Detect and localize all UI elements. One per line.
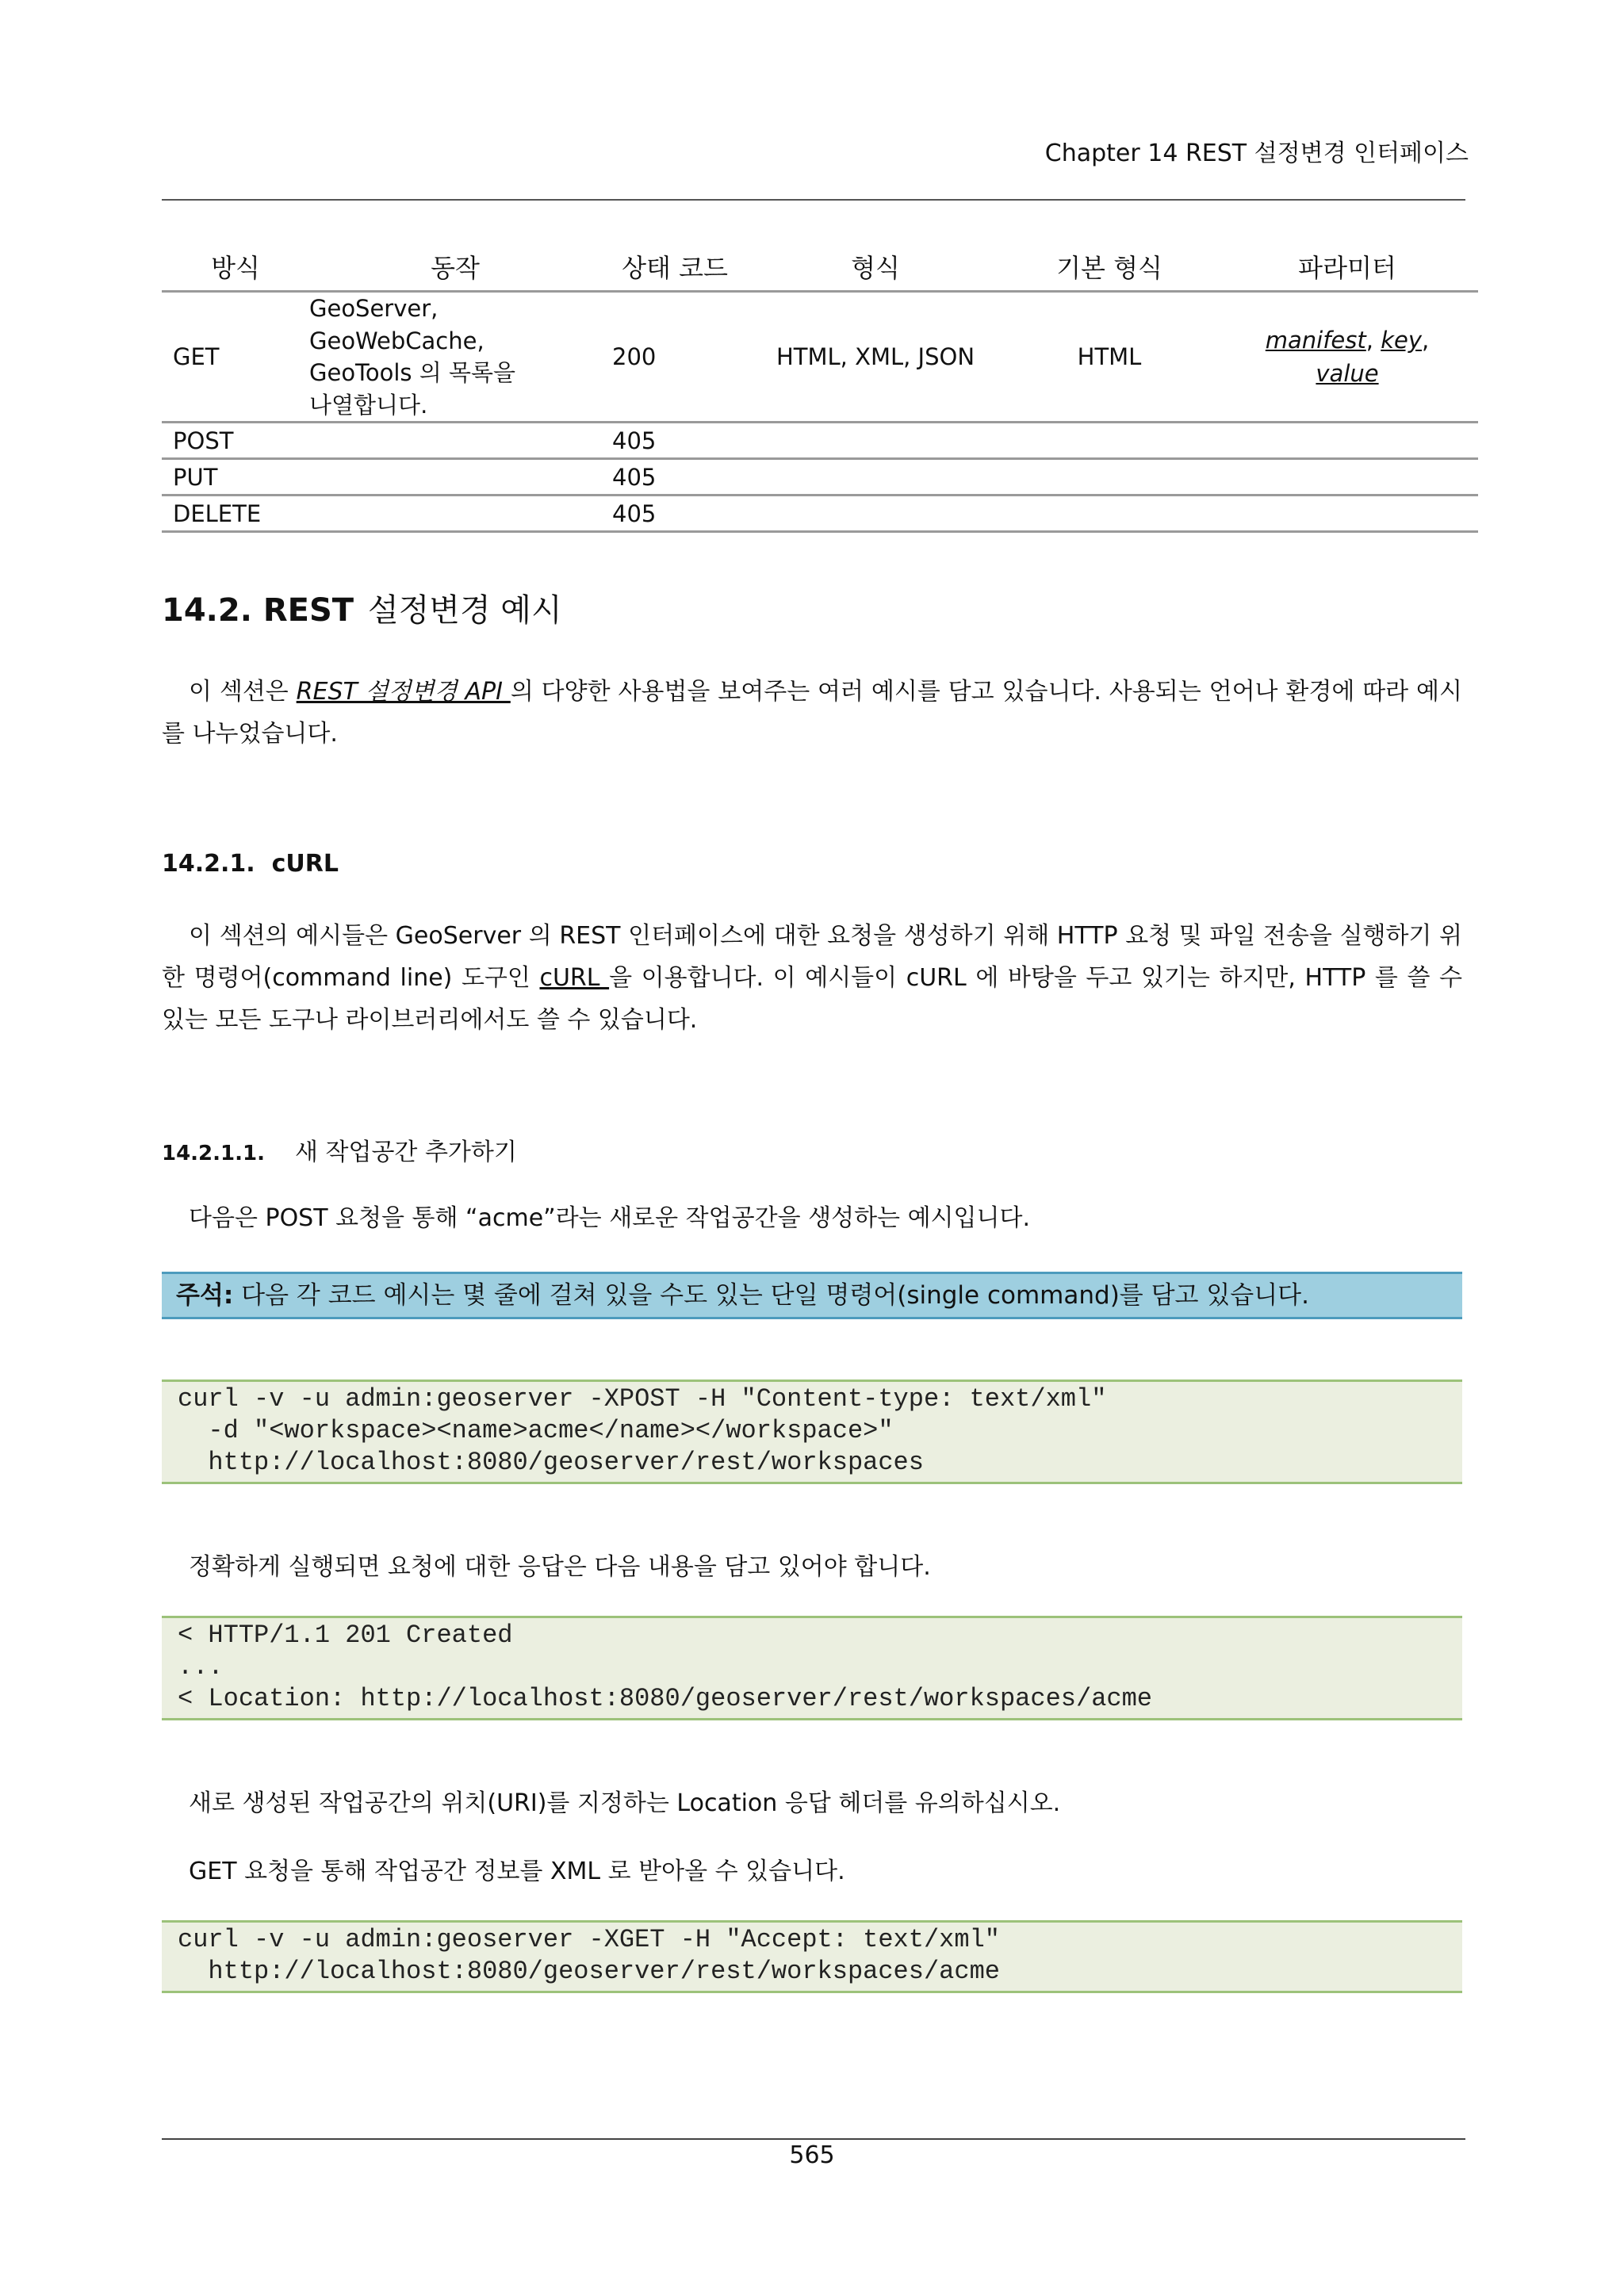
param-link-value[interactable]: value <box>1316 360 1379 388</box>
section-heading <box>162 585 562 630</box>
section-title: 설정변경 예시 <box>368 592 562 629</box>
code-line: http://localhost:8080/geoserver/rest/workspaces <box>178 1448 924 1477</box>
code-line: < Location: http://localhost:8080/geoserver/rest/workspaces/acme <box>178 1684 1152 1713</box>
subsection-title: cURL <box>271 850 339 878</box>
action-cell <box>309 459 601 496</box>
column-header-method: 방식 <box>162 243 309 292</box>
action-line: 나열합니다. <box>309 391 428 419</box>
rest-api-link[interactable]: REST 설정변경 API <box>296 678 511 706</box>
section-number: 14.2. REST <box>162 592 354 629</box>
note-box <box>162 1272 1462 1319</box>
table-row <box>162 423 1478 459</box>
column-header-status: 상태 코드 <box>601 243 749 292</box>
subsubsection-number: 14.2.1.1. <box>162 1142 265 1165</box>
column-header-action: 동작 <box>309 243 601 292</box>
code-line: http://localhost:8080/geoserver/rest/workspaces/acme <box>178 1957 1000 1986</box>
action-line: GeoServer, GeoWebCache, <box>309 295 485 354</box>
table-row <box>162 459 1478 496</box>
code-line: -d "<workspace><name>acme</name></workspace>" <box>178 1416 894 1445</box>
params-cell: manifest, key, value <box>1216 292 1478 423</box>
code-line: ... <box>178 1652 224 1682</box>
code-block-response <box>162 1616 1462 1720</box>
method-cell: POST <box>162 423 309 459</box>
subsection-number: 14.2.1. <box>162 850 255 878</box>
status-cell: 405 <box>601 496 749 532</box>
note-text: 다음 각 코드 예시는 몇 줄에 걸쳐 있을 수도 있는 단일 명령어(single command)를 담고 있습니다. <box>233 1281 1309 1310</box>
column-header-formats: 형식 <box>749 243 1002 292</box>
action-line: GeoTools 의 목록을 <box>309 359 515 387</box>
note-label: 주석: <box>176 1281 234 1310</box>
code-line: < HTTP/1.1 201 Created <box>178 1621 513 1650</box>
subsubsection-title: 새 작업공간 추가하기 <box>294 1138 517 1166</box>
page-number: 565 <box>789 2141 835 2169</box>
curl-link[interactable]: cURL <box>539 964 610 992</box>
rest-method-table <box>162 243 1478 533</box>
action-cell <box>309 423 601 459</box>
param-link-key[interactable]: key <box>1381 327 1423 354</box>
status-cell: 200 <box>601 292 749 423</box>
table-row <box>162 496 1478 532</box>
table-row <box>162 292 1478 423</box>
subsection-heading <box>162 850 339 878</box>
column-header-default-format: 기본 형식 <box>1002 243 1216 292</box>
status-cell: 405 <box>601 459 749 496</box>
code-block-get <box>162 1920 1462 1993</box>
param-link-manifest[interactable]: manifest <box>1265 327 1366 354</box>
method-cell: PUT <box>162 459 309 496</box>
response-paragraph: 정확하게 실행되면 요청에 대한 응답은 다음 내용을 담고 있어야 합니다. <box>189 1553 931 1581</box>
footer-divider <box>162 2138 1465 2140</box>
action-cell <box>309 292 601 423</box>
status-cell: 405 <box>601 423 749 459</box>
curl-intro-paragraph: 이 섹션의 예시들은 GeoServer 의 REST 인터페이스에 대한 요청을 생성하기 위해 HTTP 요청 및 파일 전송을 실행하기 위한 명령어(command line) 도구인 cURL 을 이용합니다. 이 예시들이 cURL 에 바탕을 두고 있기는 하지만, HTTP 를 쓸 수 있는 모든 도구나 라이브러리에서도 쓸 수 있습니다. <box>162 922 1462 1034</box>
get-example-paragraph: GET 요청을 통해 작업공간 정보를 XML 로 받아올 수 있습니다. <box>189 1858 845 1885</box>
subsubsection-heading <box>162 1132 517 1167</box>
code-block-post <box>162 1380 1462 1484</box>
location-note-paragraph: 새로 생성된 작업공간의 위치(URI)를 지정하는 Location 응답 헤더를 유의하십시오. <box>189 1789 1061 1817</box>
formats-cell: HTML, XML, JSON <box>749 292 1002 423</box>
action-cell <box>309 496 601 532</box>
header-divider <box>162 199 1465 201</box>
table-header-row <box>162 243 1478 292</box>
default-format-cell: HTML <box>1002 292 1216 423</box>
method-cell: GET <box>162 292 309 423</box>
column-header-parameters: 파라미터 <box>1216 243 1478 292</box>
post-example-paragraph: 다음은 POST 요청을 통해 “acme”라는 새로운 작업공간을 생성하는 예시입니다. <box>189 1204 1030 1232</box>
code-line: curl -v -u admin:geoserver -XGET -H "Accept: text/xml" <box>178 1925 1000 1954</box>
section-intro-paragraph: 이 섹션은 REST 설정변경 API 의 다양한 사용법을 보여주는 여러 예시를 담고 있습니다. 사용되는 언어나 환경에 따라 예시를 나누었습니다. <box>162 678 1462 748</box>
method-cell: DELETE <box>162 496 309 532</box>
running-header: Chapter 14 REST 설정변경 인터페이스 <box>1044 140 1469 167</box>
code-line: curl -v -u admin:geoserver -XPOST -H "Content-type: text/xml" <box>178 1384 1107 1414</box>
